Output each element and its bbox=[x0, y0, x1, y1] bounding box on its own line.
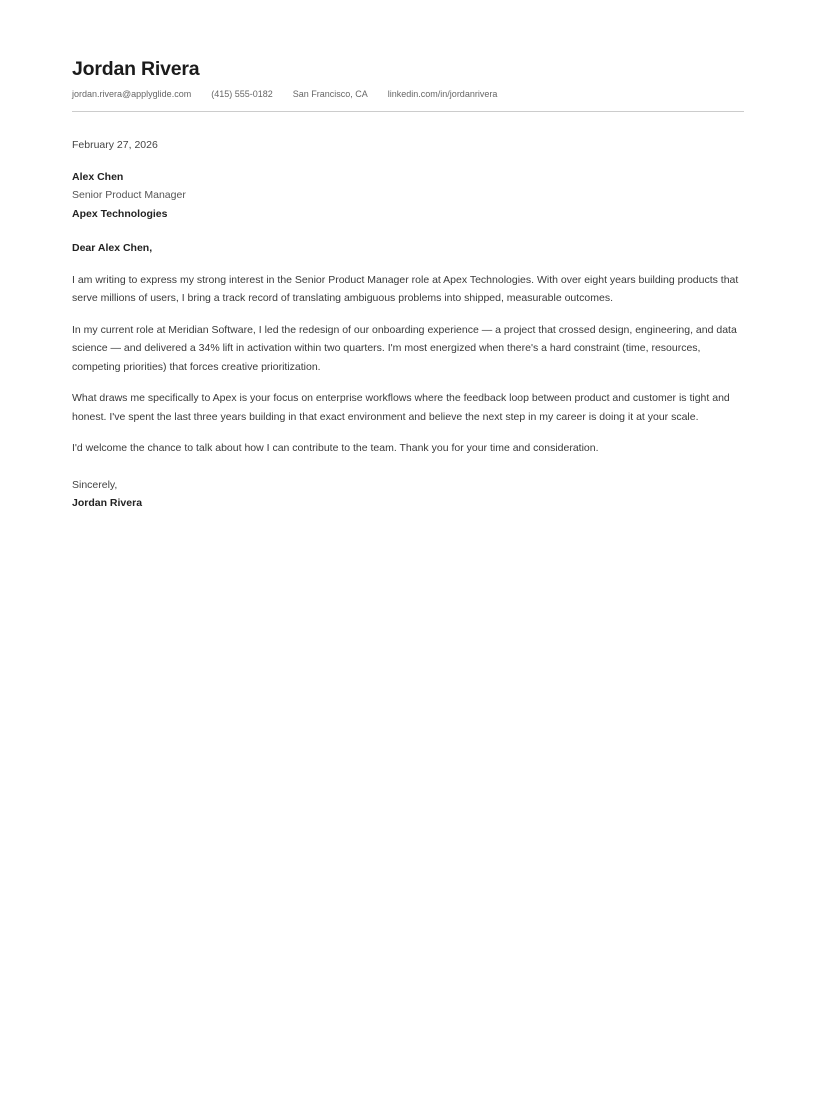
recipient-name: Alex Chen bbox=[72, 170, 124, 183]
contact-location: San Francisco, CA bbox=[292, 89, 368, 99]
contact-email: jordan.rivera@applyglide.com bbox=[72, 89, 192, 99]
recipient-company: Apex Technologies bbox=[72, 207, 168, 220]
contact-row bbox=[72, 88, 744, 101]
signature-name: Jordan Rivera bbox=[72, 497, 143, 509]
paragraph-current-role: In my current role at Meridian Software, I led the redesign of our onboarding experience — a project that crossed design, engineering, and data science — and delivered a 34% lift in activation within two quarters. I'm most energized when there's a hard constraint (time, resources, competing priorities) that forces creative prioritization. bbox=[72, 323, 737, 373]
letter-body bbox=[72, 112, 744, 513]
paragraph-call-to-action: I'd welcome the chance to talk about how I can contribute to the team. Thank you for your time and consideration. bbox=[72, 442, 599, 454]
closing: Sincerely, bbox=[72, 478, 118, 491]
recipient-title: Senior Product Manager bbox=[72, 189, 186, 201]
paragraph-motivation: What draws me specifically to Apex is your focus on enterprise workflows where the feedback loop between product and customer is tight and honest. I've spent the last three years building in that exact environment and believe the next step in my career is doing it at your scale. bbox=[72, 392, 730, 423]
letter-header bbox=[72, 58, 744, 112]
salutation: Dear Alex Chen, bbox=[72, 242, 153, 254]
signature-block bbox=[72, 476, 744, 513]
paragraph-intro: I am writing to express my strong interest in the Senior Product Manager role at Apex Technologies. With over eight years building products that serve millions of users, I bring a track record of translating ambiguous problems into shipped, measurable outcomes. bbox=[72, 273, 739, 304]
contact-linkedin: linkedin.com/in/jordanrivera bbox=[387, 89, 498, 99]
letter-date: February 27, 2026 bbox=[72, 139, 158, 151]
recipient-block bbox=[72, 168, 744, 224]
contact-phone: (415) 555-0182 bbox=[211, 89, 273, 99]
applicant-name: Jordan Rivera bbox=[72, 58, 200, 80]
